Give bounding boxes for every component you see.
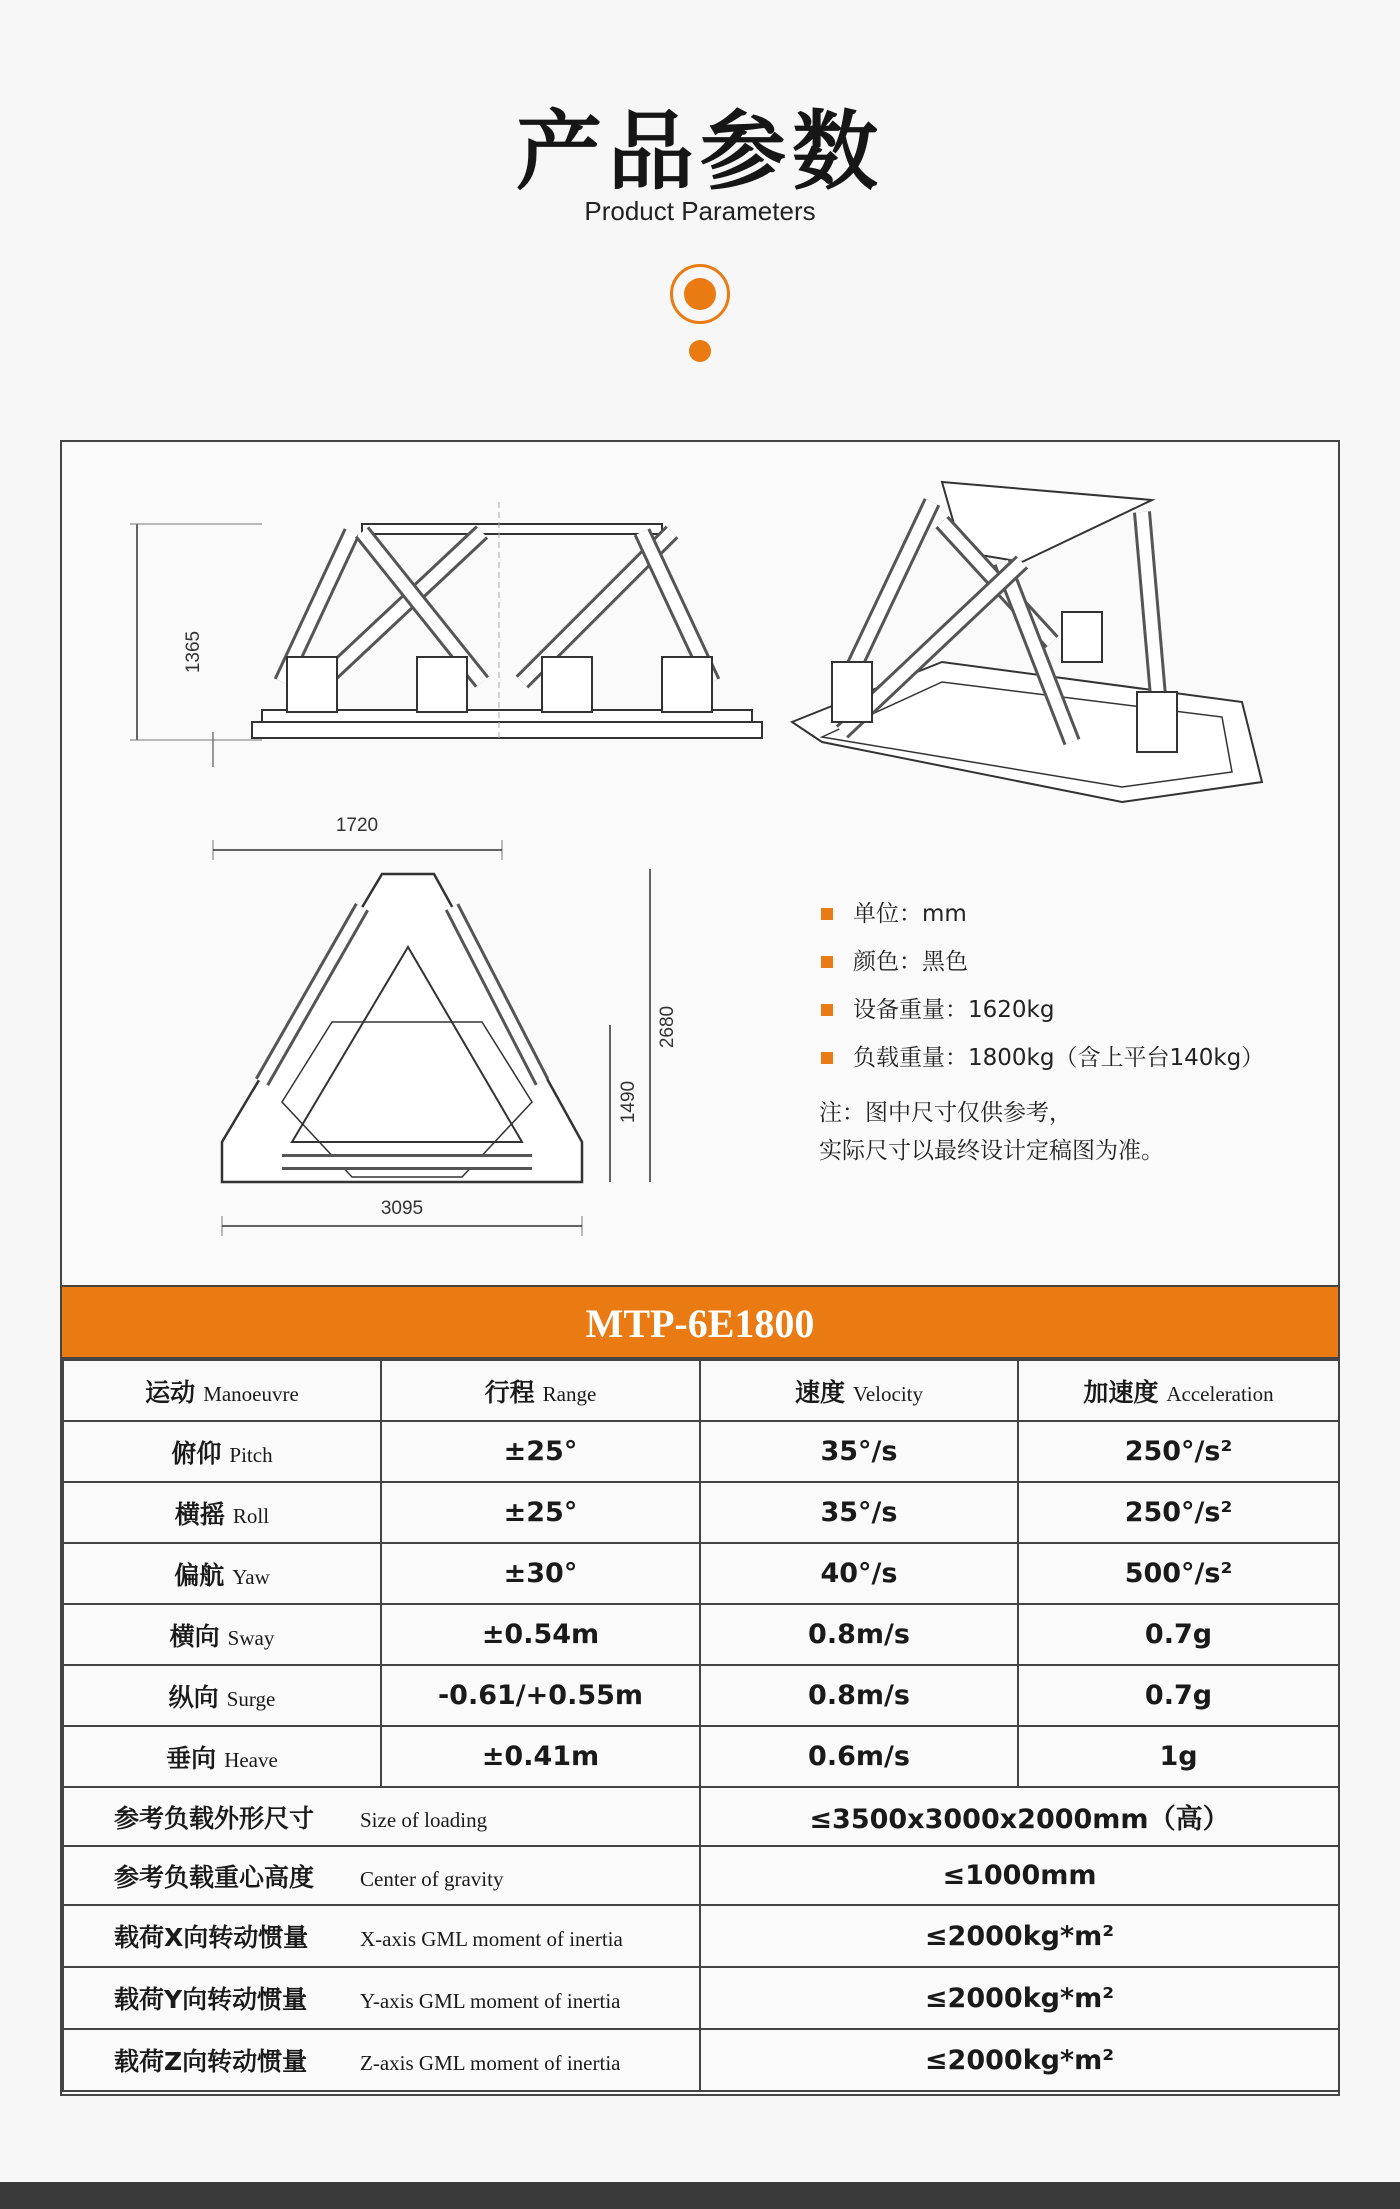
- table-row: [63, 2029, 1339, 2091]
- table-row: [63, 1543, 1339, 1604]
- dim-depth-label: 2680: [657, 1005, 678, 1049]
- note-label: 负载重量：: [853, 1045, 968, 1071]
- param-label-cell: 参考负载外形尺寸 Size of loading: [63, 1787, 700, 1846]
- bottom-bar: [0, 2182, 1400, 2209]
- velocity-cell: 35°/s: [700, 1482, 1018, 1543]
- note-value: 1620kg: [968, 997, 1055, 1023]
- velocity-cell: 35°/s: [700, 1421, 1018, 1482]
- param-value-cell: ≤2000kg*m²: [700, 2029, 1339, 2091]
- dim-width-label: 1720: [335, 815, 379, 836]
- spec-table: [62, 1359, 1340, 2092]
- front-view-drawing: [130, 502, 762, 767]
- motion-cell: 横摇 Roll: [63, 1482, 381, 1543]
- dim-height-label: 1365: [183, 630, 204, 674]
- decor-dot-icon: [684, 278, 716, 310]
- velocity-cell: 40°/s: [700, 1543, 1018, 1604]
- velocity-cell: 0.8m/s: [700, 1604, 1018, 1665]
- spec-panel: [60, 440, 1340, 2096]
- param-label-cell: 载荷Z向转动惯量 Z-axis GML moment of inertia: [63, 2029, 700, 2091]
- bullet-square-icon: [821, 956, 833, 968]
- note-value: 1800kg（含上平台140kg）: [968, 1045, 1265, 1071]
- header-cell: 运动 Manoeuvre: [63, 1360, 381, 1421]
- note-value: 黑色: [922, 949, 968, 975]
- range-cell: ±25°: [381, 1421, 700, 1482]
- header-cell: 速度 Velocity: [700, 1360, 1018, 1421]
- isometric-view-drawing: [792, 482, 1262, 802]
- param-label-cell: 载荷X向转动惯量 X-axis GML moment of inertia: [63, 1905, 700, 1967]
- bullet-square-icon: [821, 908, 833, 920]
- table-row: [63, 1787, 1339, 1846]
- accel-cell: 250°/s²: [1018, 1421, 1339, 1482]
- dim-inner-label: 1490: [618, 1080, 639, 1124]
- note-load-weight: [819, 1034, 1299, 1082]
- range-cell: -0.61/+0.55m: [381, 1665, 700, 1726]
- model-name-bar: MTP-6E1800: [62, 1285, 1338, 1359]
- header: [0, 0, 1400, 420]
- table-row: [63, 1604, 1339, 1665]
- param-label-cell: 载荷Y向转动惯量 Y-axis GML moment of inertia: [63, 1967, 700, 2029]
- accel-cell: 250°/s²: [1018, 1482, 1339, 1543]
- motion-cell: 横向 Sway: [63, 1604, 381, 1665]
- note-label: 单位：: [853, 901, 922, 927]
- accel-cell: 1g: [1018, 1726, 1339, 1787]
- table-row: [63, 1905, 1339, 1967]
- param-label-cell: 参考负载重心高度 Center of gravity: [63, 1846, 700, 1905]
- table-row: [63, 1726, 1339, 1787]
- table-row: [63, 1665, 1339, 1726]
- accel-cell: 500°/s²: [1018, 1543, 1339, 1604]
- note-value: mm: [922, 901, 967, 927]
- note-color: [819, 938, 1299, 986]
- table-row: [63, 1421, 1339, 1482]
- param-value-cell: ≤2000kg*m²: [700, 1905, 1339, 1967]
- param-value-cell: ≤3500x3000x2000mm（高）: [700, 1787, 1339, 1846]
- note-remark: [819, 1094, 1299, 1170]
- spec-notes: [819, 890, 1299, 1170]
- accel-cell: 0.7g: [1018, 1604, 1339, 1665]
- range-cell: ±0.54m: [381, 1604, 700, 1665]
- velocity-cell: 0.6m/s: [700, 1726, 1018, 1787]
- page-subtitle: Product Parameters: [584, 196, 816, 226]
- decor-small-dot-icon: [689, 340, 711, 362]
- table-row: [63, 1967, 1339, 2029]
- page-title: 产品参数: [516, 102, 884, 202]
- note-label: 设备重量：: [853, 997, 968, 1023]
- header-cell: 加速度 Acceleration: [1018, 1360, 1339, 1421]
- range-cell: ±25°: [381, 1482, 700, 1543]
- bullet-square-icon: [821, 1004, 833, 1016]
- note-label: 颜色：: [853, 949, 922, 975]
- dim-base-label: 3095: [380, 1198, 424, 1219]
- motion-cell: 垂向 Heave: [63, 1726, 381, 1787]
- note-unit: [819, 890, 1299, 938]
- bullet-square-icon: [821, 1052, 833, 1064]
- remark-line: 注：图中尺寸仅供参考，: [819, 1100, 1072, 1126]
- motion-cell: 纵向 Surge: [63, 1665, 381, 1726]
- top-view-drawing: [213, 840, 650, 1236]
- accel-cell: 0.7g: [1018, 1665, 1339, 1726]
- table-header-row: [63, 1360, 1339, 1421]
- table-row: [63, 1846, 1339, 1905]
- motion-cell: 偏航 Yaw: [63, 1543, 381, 1604]
- range-cell: ±0.41m: [381, 1726, 700, 1787]
- note-device-weight: [819, 986, 1299, 1034]
- range-cell: ±30°: [381, 1543, 700, 1604]
- table-row: [63, 1482, 1339, 1543]
- param-value-cell: ≤1000mm: [700, 1846, 1339, 1905]
- header-cell: 行程 Range: [381, 1360, 700, 1421]
- remark-line: 实际尺寸以最终设计定稿图为准。: [819, 1138, 1164, 1164]
- motion-cell: 俯仰 Pitch: [63, 1421, 381, 1482]
- param-value-cell: ≤2000kg*m²: [700, 1967, 1339, 2029]
- velocity-cell: 0.8m/s: [700, 1665, 1018, 1726]
- decor-ring-icon: [670, 264, 730, 324]
